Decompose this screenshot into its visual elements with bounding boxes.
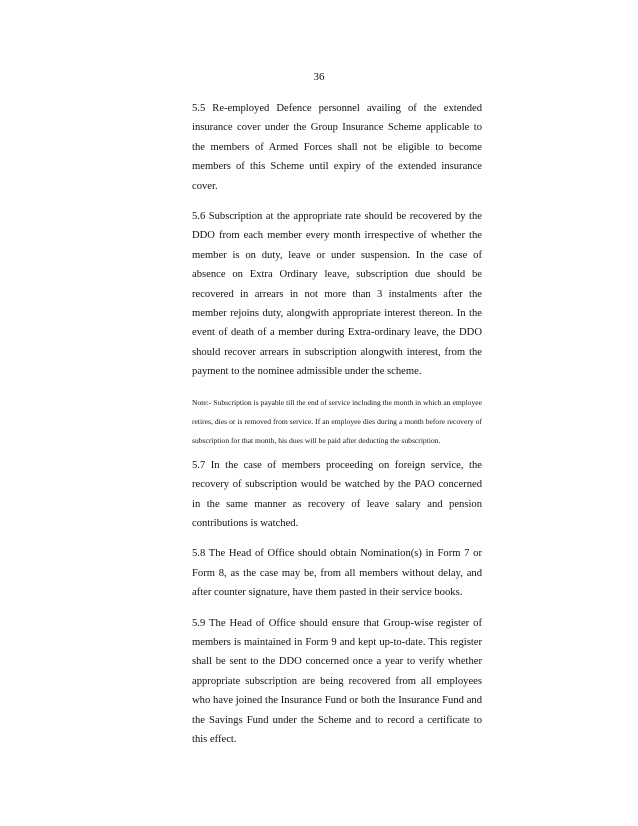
paragraph-5-5: 5.5 Re-employed Defence personnel availing of the extended insurance cover under the Group Insurance Scheme applicable to the members of Armed Forces shall not be eligible to become members of this Scheme until expiry of the extended insurance cover. bbox=[192, 103, 482, 192]
page-content bbox=[192, 99, 482, 749]
note-paragraph: Note:- Subscription is payable till the end of service including the month in which an employee retires, dies or is removed from service. If an employee dies during a month before recovery of subscription for that month, his dues will be paid after deducting the subscription. bbox=[192, 397, 482, 445]
paragraph-spacer bbox=[192, 382, 482, 393]
paragraph-5-8: 5.8 The Head of Office should obtain Nomination(s) in Form 7 or Form 8, as the case may be, from all members without delay, and after counter signature, have them pasted in their service books. bbox=[192, 548, 482, 599]
paragraph-5-6: 5.6 Subscription at the appropriate rate should be recovered by the DDO from each member every month irrespective of whether the member is on duty, leave or under suspension. In the case of absence on Extra Ordinary leave, subscription due should be recovered in arrears in not more than 3 instalments after the member rejoins duty, alongwith appropriate interest thereon. In the event of death of a member during Extra-ordinary leave, the DDO should recover arrears in subscription alongwith interest, from the payment to the nominee admissible under the scheme. bbox=[192, 211, 482, 378]
paragraph-5-9: 5.9 The Head of Office should ensure that Group-wise register of members is maintained in Form 9 and kept up-to-date. This register shall be sent to the DDO concerned once a year to verify whether appropriate subscription are being recovered from all employees who have joined the Insurance Fund or both the Insurance Fund and the Savings Fund under the Scheme and to record a certificate to this effect. bbox=[192, 617, 482, 745]
paragraph-spacer bbox=[192, 533, 482, 544]
paragraph-5-7: 5.7 In the case of members proceeding on foreign service, the recovery of subscription would be watched by the PAO concerned in the same manner as recovery of leave salary and pension contributions is watched. bbox=[192, 459, 482, 529]
paragraph-spacer bbox=[192, 603, 482, 614]
page-number: 36 bbox=[313, 71, 325, 83]
paragraph-spacer bbox=[192, 196, 482, 207]
